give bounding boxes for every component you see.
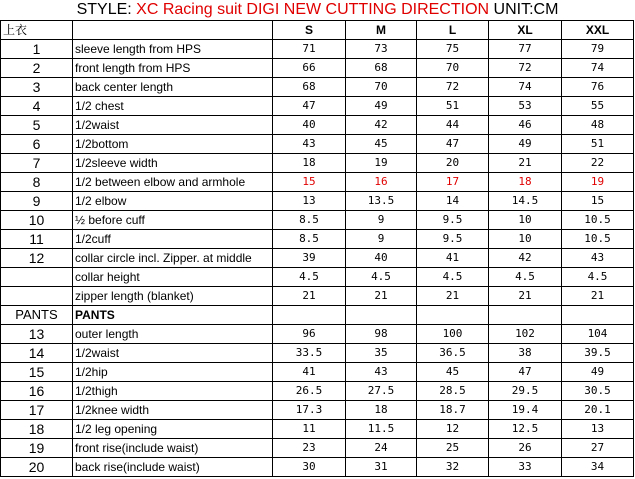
row-number bbox=[1, 287, 73, 306]
measurement-value: 15 bbox=[273, 173, 346, 192]
header-corner-label: 上衣 bbox=[1, 21, 73, 40]
measurement-value: 68 bbox=[273, 78, 346, 97]
measurement-value: 30.5 bbox=[562, 382, 634, 401]
measurement-value: 33 bbox=[489, 458, 562, 477]
row-number: 18 bbox=[1, 420, 73, 439]
measurement-value: 34 bbox=[562, 458, 634, 477]
measurement-name: front length from HPS bbox=[73, 59, 273, 78]
measurement-value: 72 bbox=[489, 59, 562, 78]
measurement-value: 4.5 bbox=[489, 268, 562, 287]
measurement-value: 45 bbox=[346, 135, 417, 154]
table-row bbox=[1, 401, 634, 420]
measurement-value: 20 bbox=[417, 154, 489, 173]
header-row bbox=[1, 21, 634, 40]
measurement-value: 49 bbox=[489, 135, 562, 154]
measurement-value: 21 bbox=[562, 287, 634, 306]
measurement-value: 28.5 bbox=[417, 382, 489, 401]
measurement-value: 36.5 bbox=[417, 344, 489, 363]
table-row bbox=[1, 249, 634, 268]
measurement-value: 26 bbox=[489, 439, 562, 458]
measurement-value: 11 bbox=[273, 420, 346, 439]
measurement-table bbox=[0, 20, 634, 477]
measurement-value: 11.5 bbox=[346, 420, 417, 439]
measurement-value: 49 bbox=[562, 363, 634, 382]
measurement-value: 51 bbox=[417, 97, 489, 116]
row-number: 10 bbox=[1, 211, 73, 230]
row-number: 16 bbox=[1, 382, 73, 401]
measurement-name: 1/2sleeve width bbox=[73, 154, 273, 173]
measurement-value: 29.5 bbox=[489, 382, 562, 401]
measurement-value: 8.5 bbox=[273, 230, 346, 249]
measurement-name: 1/2cuff bbox=[73, 230, 273, 249]
measurement-value: 49 bbox=[346, 97, 417, 116]
measurement-value: 23 bbox=[273, 439, 346, 458]
row-number: 17 bbox=[1, 401, 73, 420]
row-number: 1 bbox=[1, 40, 73, 59]
table-row bbox=[1, 173, 634, 192]
measurement-value: 9 bbox=[346, 230, 417, 249]
sheet-title bbox=[0, 0, 635, 20]
measurement-value: 53 bbox=[489, 97, 562, 116]
measurement-value: 46 bbox=[489, 116, 562, 135]
measurement-value: 10.5 bbox=[562, 211, 634, 230]
measurement-value: 35 bbox=[346, 344, 417, 363]
measurement-value: 12 bbox=[417, 420, 489, 439]
measurement-value: 48 bbox=[562, 116, 634, 135]
header-size: XL bbox=[489, 21, 562, 40]
measurement-value: 77 bbox=[489, 40, 562, 59]
measurement-value: 32 bbox=[417, 458, 489, 477]
measurement-value: 21 bbox=[489, 154, 562, 173]
measurement-value: 31 bbox=[346, 458, 417, 477]
measurement-value: 9.5 bbox=[417, 230, 489, 249]
measurement-value: 19 bbox=[562, 173, 634, 192]
measurement-value: 41 bbox=[273, 363, 346, 382]
measurement-value: 10 bbox=[489, 211, 562, 230]
measurement-value: 18 bbox=[273, 154, 346, 173]
row-number: 2 bbox=[1, 59, 73, 78]
measurement-value: 9 bbox=[346, 211, 417, 230]
measurement-value: 73 bbox=[346, 40, 417, 59]
measurement-name: collar height bbox=[73, 268, 273, 287]
measurement-value: 68 bbox=[346, 59, 417, 78]
row-number bbox=[1, 268, 73, 287]
measurement-value: 47 bbox=[489, 363, 562, 382]
measurement-value: 14 bbox=[417, 192, 489, 211]
measurement-value: 40 bbox=[273, 116, 346, 135]
measurement-name: collar circle incl. Zipper. at middle bbox=[73, 249, 273, 268]
measurement-value: 17 bbox=[417, 173, 489, 192]
measurement-value: 30 bbox=[273, 458, 346, 477]
table-row bbox=[1, 59, 634, 78]
measurement-value: 13 bbox=[273, 192, 346, 211]
measurement-value: 18.7 bbox=[417, 401, 489, 420]
measurement-name: 1/2 chest bbox=[73, 97, 273, 116]
measurement-value: 71 bbox=[273, 40, 346, 59]
measurement-name: sleeve length from HPS bbox=[73, 40, 273, 59]
row-number: 7 bbox=[1, 154, 73, 173]
measurement-value: 44 bbox=[417, 116, 489, 135]
measurement-value: 10 bbox=[489, 230, 562, 249]
measurement-value: 96 bbox=[273, 325, 346, 344]
table-row bbox=[1, 439, 634, 458]
measurement-name: 1/2knee width bbox=[73, 401, 273, 420]
measurement-value: 4.5 bbox=[562, 268, 634, 287]
row-number: 20 bbox=[1, 458, 73, 477]
measurement-value: 39.5 bbox=[562, 344, 634, 363]
table-row bbox=[1, 97, 634, 116]
measurement-value: 104 bbox=[562, 325, 634, 344]
measurement-value: 24 bbox=[346, 439, 417, 458]
row-number: 3 bbox=[1, 78, 73, 97]
measurement-value: 25 bbox=[417, 439, 489, 458]
empty-cell bbox=[346, 306, 417, 325]
table-row bbox=[1, 192, 634, 211]
row-number: 14 bbox=[1, 344, 73, 363]
title-unit: UNIT:CM bbox=[489, 1, 559, 18]
measurement-value: 21 bbox=[417, 287, 489, 306]
row-number: 5 bbox=[1, 116, 73, 135]
header-size: L bbox=[417, 21, 489, 40]
measurement-value: 55 bbox=[562, 97, 634, 116]
measurement-value: 4.5 bbox=[273, 268, 346, 287]
title-prefix: STYLE: bbox=[76, 1, 137, 18]
header-size: S bbox=[273, 21, 346, 40]
measurement-name: front rise(include waist) bbox=[73, 439, 273, 458]
measurement-value: 12.5 bbox=[489, 420, 562, 439]
measurement-value: 18 bbox=[489, 173, 562, 192]
empty-cell bbox=[417, 306, 489, 325]
measurement-value: 39 bbox=[273, 249, 346, 268]
measurement-value: 8.5 bbox=[273, 211, 346, 230]
measurement-name: 1/2waist bbox=[73, 344, 273, 363]
measurement-value: 26.5 bbox=[273, 382, 346, 401]
measurement-value: 16 bbox=[346, 173, 417, 192]
row-number: 19 bbox=[1, 439, 73, 458]
measurement-name: back rise(include waist) bbox=[73, 458, 273, 477]
measurement-value: 27 bbox=[562, 439, 634, 458]
measurement-value: 42 bbox=[346, 116, 417, 135]
measurement-name: zipper length (blanket) bbox=[73, 287, 273, 306]
measurement-value: 4.5 bbox=[417, 268, 489, 287]
measurement-value: 47 bbox=[417, 135, 489, 154]
row-number: 13 bbox=[1, 325, 73, 344]
row-number: 15 bbox=[1, 363, 73, 382]
table-row bbox=[1, 211, 634, 230]
measurement-value: 75 bbox=[417, 40, 489, 59]
measurement-value: 43 bbox=[273, 135, 346, 154]
measurement-name: 1/2 between elbow and armhole bbox=[73, 173, 273, 192]
table-row bbox=[1, 268, 634, 287]
measurement-value: 47 bbox=[273, 97, 346, 116]
table-row bbox=[1, 420, 634, 439]
table-row bbox=[1, 230, 634, 249]
measurement-name: 1/2waist bbox=[73, 116, 273, 135]
measurement-value: 18 bbox=[346, 401, 417, 420]
measurement-value: 43 bbox=[346, 363, 417, 382]
measurement-value: 19 bbox=[346, 154, 417, 173]
table-row bbox=[1, 458, 634, 477]
measurement-value: 51 bbox=[562, 135, 634, 154]
table-row bbox=[1, 382, 634, 401]
measurement-value: 13.5 bbox=[346, 192, 417, 211]
measurement-name: outer length bbox=[73, 325, 273, 344]
table-row bbox=[1, 40, 634, 59]
measurement-value: 72 bbox=[417, 78, 489, 97]
table-row bbox=[1, 78, 634, 97]
measurement-value: 19.4 bbox=[489, 401, 562, 420]
measurement-value: 70 bbox=[417, 59, 489, 78]
measurement-value: 43 bbox=[562, 249, 634, 268]
measurement-value: 70 bbox=[346, 78, 417, 97]
measurement-value: 20.1 bbox=[562, 401, 634, 420]
measurement-value: 27.5 bbox=[346, 382, 417, 401]
measurement-value: 21 bbox=[346, 287, 417, 306]
measurement-value: 74 bbox=[562, 59, 634, 78]
measurement-name: ½ before cuff bbox=[73, 211, 273, 230]
measurement-value: 21 bbox=[489, 287, 562, 306]
table-row bbox=[1, 135, 634, 154]
table-row bbox=[1, 287, 634, 306]
section-title: PANTS bbox=[73, 306, 273, 325]
measurement-value: 13 bbox=[562, 420, 634, 439]
measurement-value: 33.5 bbox=[273, 344, 346, 363]
measurement-value: 76 bbox=[562, 78, 634, 97]
row-number: 9 bbox=[1, 192, 73, 211]
measurement-value: 17.3 bbox=[273, 401, 346, 420]
header-item-cell bbox=[73, 21, 273, 40]
measurement-value: 79 bbox=[562, 40, 634, 59]
table-row bbox=[1, 363, 634, 382]
empty-cell bbox=[273, 306, 346, 325]
section-label: PANTS bbox=[1, 306, 73, 325]
measurement-name: 1/2bottom bbox=[73, 135, 273, 154]
measurement-value: 102 bbox=[489, 325, 562, 344]
table-row bbox=[1, 116, 634, 135]
measurement-value: 45 bbox=[417, 363, 489, 382]
row-number: 12 bbox=[1, 249, 73, 268]
empty-cell bbox=[562, 306, 634, 325]
table-row bbox=[1, 325, 634, 344]
row-number: 6 bbox=[1, 135, 73, 154]
table-row bbox=[1, 344, 634, 363]
measurement-value: 42 bbox=[489, 249, 562, 268]
measurement-name: 1/2hip bbox=[73, 363, 273, 382]
measurement-value: 15 bbox=[562, 192, 634, 211]
measurement-value: 41 bbox=[417, 249, 489, 268]
measurement-value: 9.5 bbox=[417, 211, 489, 230]
header-size: XXL bbox=[562, 21, 634, 40]
empty-cell bbox=[489, 306, 562, 325]
measurement-value: 40 bbox=[346, 249, 417, 268]
measurement-value: 10.5 bbox=[562, 230, 634, 249]
measurement-value: 38 bbox=[489, 344, 562, 363]
measurement-name: 1/2 leg opening bbox=[73, 420, 273, 439]
measurement-value: 66 bbox=[273, 59, 346, 78]
measurement-name: 1/2 elbow bbox=[73, 192, 273, 211]
row-number: 11 bbox=[1, 230, 73, 249]
title-style-name: XC Racing suit DIGI NEW CUTTING DIRECTION bbox=[136, 1, 490, 18]
table-row bbox=[1, 154, 634, 173]
measurement-value: 14.5 bbox=[489, 192, 562, 211]
measurement-name: 1/2thigh bbox=[73, 382, 273, 401]
measurement-value: 98 bbox=[346, 325, 417, 344]
row-number: 4 bbox=[1, 97, 73, 116]
row-number: 8 bbox=[1, 173, 73, 192]
measurement-value: 4.5 bbox=[346, 268, 417, 287]
header-size: M bbox=[346, 21, 417, 40]
measurement-value: 100 bbox=[417, 325, 489, 344]
pants-section-row bbox=[1, 306, 634, 325]
measurement-value: 74 bbox=[489, 78, 562, 97]
measurement-name: back center length bbox=[73, 78, 273, 97]
measurement-value: 21 bbox=[273, 287, 346, 306]
measurement-value: 22 bbox=[562, 154, 634, 173]
